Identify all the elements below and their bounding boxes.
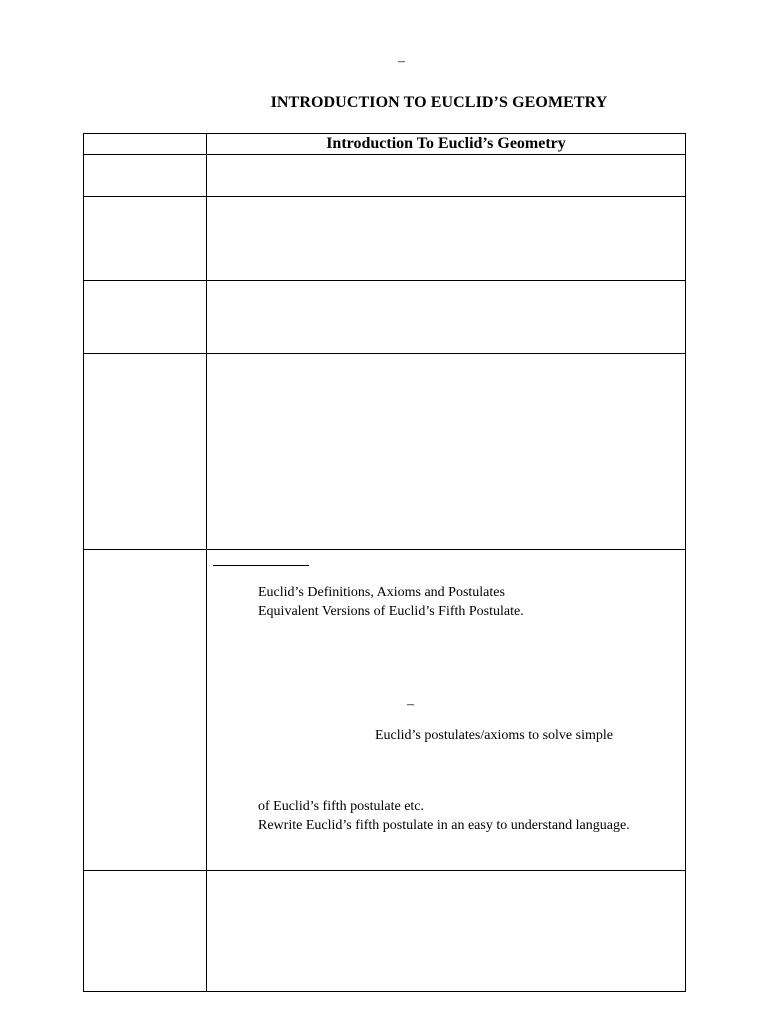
table-header-row <box>84 134 686 155</box>
topic-line: Euclid’s Definitions, Axioms and Postulates <box>258 585 505 600</box>
table-header: Introduction To Euclid’s Geometry <box>207 134 686 155</box>
table-row <box>84 871 686 992</box>
row-label-cell <box>84 281 207 354</box>
topics-cell <box>207 550 686 871</box>
table-row <box>84 354 686 550</box>
row-label-cell <box>84 155 207 197</box>
row-content-cell <box>207 155 686 197</box>
mid-dash: – <box>407 697 414 712</box>
outcome-line: of Euclid’s fifth postulate etc. <box>258 799 425 814</box>
row-label-cell <box>84 871 207 992</box>
row-label-cell <box>84 197 207 281</box>
row-label-cell <box>84 354 207 550</box>
row-content-cell <box>207 871 686 992</box>
topic-line: Equivalent Versions of Euclid’s Fifth Postulate. <box>258 604 524 619</box>
page-title: INTRODUCTION TO EUCLID’S GEOMETRY <box>270 94 608 111</box>
row-content-cell <box>207 281 686 354</box>
top-dash: – <box>398 54 405 69</box>
table-row <box>84 281 686 354</box>
row-label-cell <box>84 550 207 871</box>
table-row <box>84 197 686 281</box>
header-left-cell <box>84 134 207 155</box>
table-row <box>84 155 686 197</box>
row-content-cell <box>207 354 686 550</box>
row-content-cell <box>207 197 686 281</box>
outcome-line: Rewrite Euclid’s fifth postulate in an easy to understand language. <box>258 818 630 833</box>
underline-rule <box>213 565 309 566</box>
objective-line: Euclid’s postulates/axioms to solve simple <box>375 728 613 743</box>
lesson-plan-table <box>83 133 686 992</box>
table-row <box>84 550 686 871</box>
